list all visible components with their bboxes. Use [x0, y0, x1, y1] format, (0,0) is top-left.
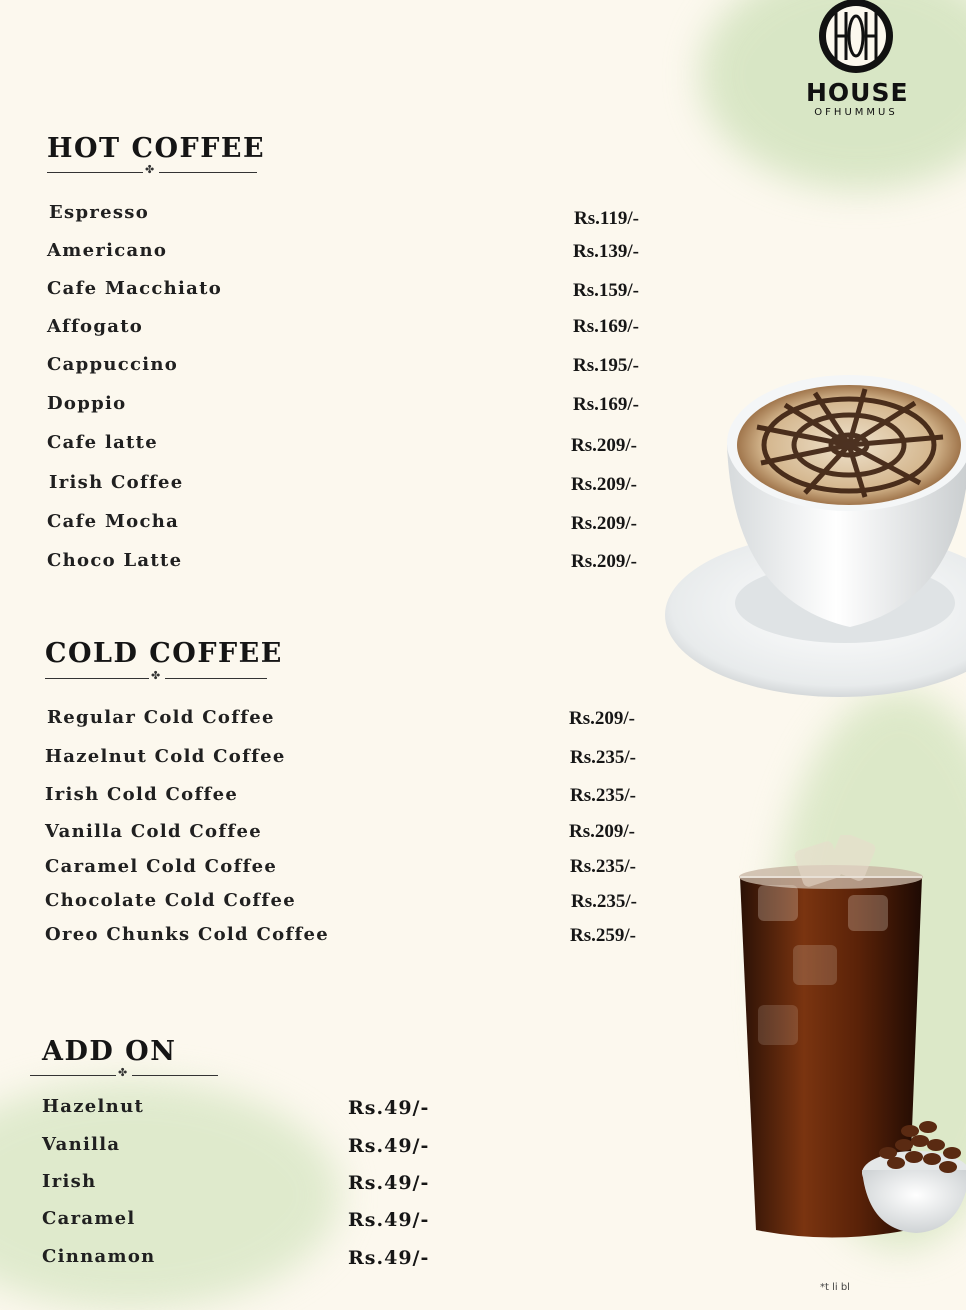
menu-item-name: Vanilla Cold Coffee [45, 821, 262, 842]
menu-item-name: Espresso [49, 202, 150, 223]
iced-coffee-glass-image [738, 835, 966, 1245]
menu-item-name: Caramel [42, 1208, 136, 1229]
menu-item-name: Cafe latte [47, 432, 159, 453]
menu-item-name: Cafe Macchiato [47, 278, 223, 299]
cold-coffee-divider: ✤ [45, 674, 267, 684]
menu-item-name: Hazelnut Cold Coffee [45, 746, 286, 767]
brand-name: HOUSE [806, 78, 909, 107]
menu-item-name: Choco Latte [47, 550, 183, 571]
menu-item-price: Rs.209/- [571, 435, 637, 456]
menu-item-name: Irish [42, 1171, 97, 1192]
menu-item-name: Cinnamon [42, 1246, 156, 1267]
menu-item-name: Americano [47, 240, 168, 261]
add-on-heading: ADD ON [42, 1036, 177, 1067]
menu-item-price: Rs.139/- [573, 241, 639, 262]
hoh-monogram-icon [816, 0, 896, 76]
menu-item-price: Rs.209/- [571, 513, 637, 534]
menu-item-price: Rs.209/- [569, 708, 635, 729]
menu-item-price: Rs.49/- [348, 1135, 430, 1157]
menu-item-price: Rs.235/- [570, 785, 636, 806]
menu-item-price: Rs.195/- [573, 355, 639, 376]
menu-item-name: Cappuccino [47, 354, 179, 375]
menu-item-price: Rs.49/- [348, 1247, 430, 1269]
brand-logo [806, 0, 909, 118]
cold-coffee-heading: COLD COFFEE [45, 638, 283, 669]
menu-item-price: Rs.49/- [348, 1172, 430, 1194]
menu-item-name: Vanilla [42, 1134, 121, 1155]
menu-item-price: Rs.259/- [570, 925, 636, 946]
footnote: *t li bl [820, 1282, 850, 1293]
menu-item-price: Rs.119/- [574, 208, 639, 229]
menu-item-name: Irish Cold Coffee [45, 784, 239, 805]
menu-item-price: Rs.169/- [573, 316, 639, 337]
menu-item-price: Rs.209/- [571, 474, 637, 495]
menu-item-name: Irish Coffee [49, 472, 184, 493]
hot-coffee-divider: ✤ [47, 168, 257, 178]
menu-item-price: Rs.235/- [571, 891, 637, 912]
menu-item-name: Cafe Mocha [47, 511, 180, 532]
menu-item-name: Oreo Chunks Cold Coffee [45, 924, 329, 945]
menu-item-name: Chocolate Cold Coffee [45, 890, 296, 911]
menu-item-name: Hazelnut [42, 1096, 145, 1117]
menu-item-price: Rs.159/- [573, 280, 639, 301]
menu-item-price: Rs.49/- [348, 1209, 430, 1231]
menu-item-price: Rs.49/- [348, 1097, 430, 1119]
menu-item-name: Affogato [47, 316, 144, 337]
menu-item-name: Doppio [47, 393, 127, 414]
hot-coffee-heading: HOT COFFEE [47, 133, 266, 164]
add-on-divider: ✤ [30, 1071, 218, 1081]
menu-item-price: Rs.169/- [573, 394, 639, 415]
cappuccino-cup-image [665, 365, 966, 705]
menu-item-name: Regular Cold Coffee [47, 707, 275, 728]
menu-item-price: Rs.235/- [570, 747, 636, 768]
menu-item-price: Rs.209/- [571, 551, 637, 572]
menu-item-name: Caramel Cold Coffee [45, 856, 278, 877]
menu-item-price: Rs.209/- [569, 821, 635, 842]
menu-item-price: Rs.235/- [570, 856, 636, 877]
brand-subtitle: OFHUMMUS [814, 107, 898, 118]
